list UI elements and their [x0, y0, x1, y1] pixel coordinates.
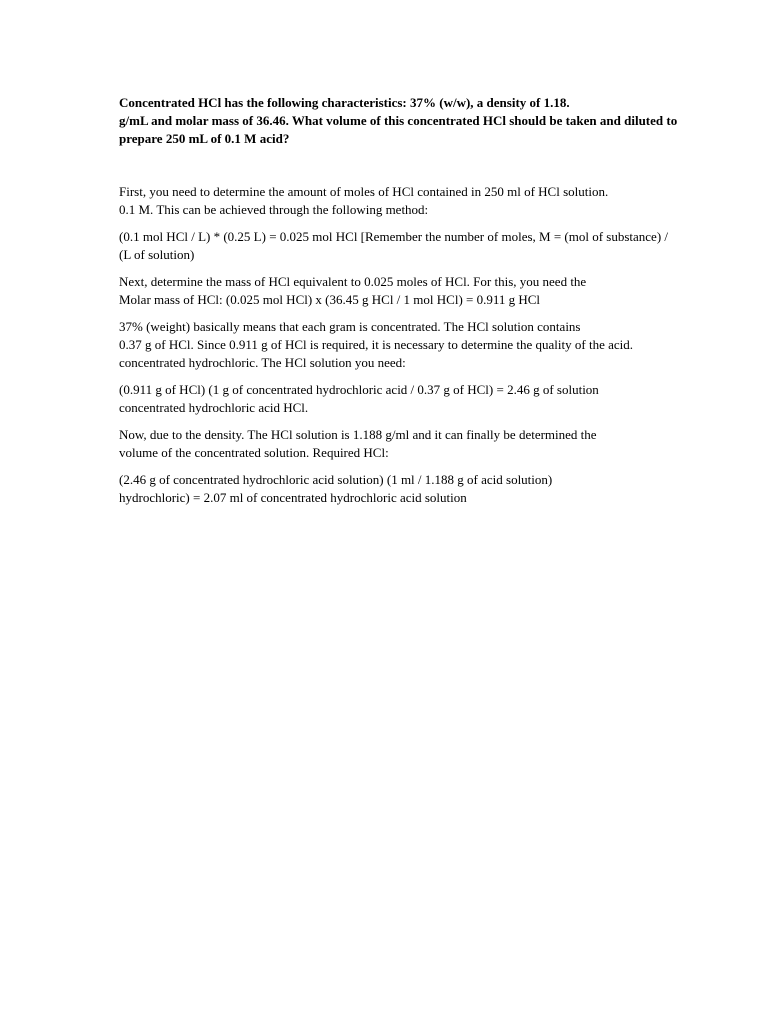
paragraph-line: (L of solution) — [119, 247, 195, 262]
question-line: g/mL and molar mass of 36.46. What volume of this concentrated HCl should be taken and diluted to — [119, 113, 678, 128]
paragraph-volume-result — [119, 471, 719, 507]
paragraph-mass — [119, 273, 719, 309]
paragraph-line: hydrochloric) = 2.07 ml of concentrated hydrochloric acid solution — [119, 490, 467, 505]
document-content — [119, 94, 719, 516]
paragraph-line: First, you need to determine the amount of moles of HCl contained in 250 ml of HCl solution. — [119, 184, 609, 199]
paragraph-line: volume of the concentrated solution. Required HCl: — [119, 445, 389, 460]
paragraph-line: 0.1 M. This can be achieved through the following method: — [119, 202, 429, 217]
paragraph-line: concentrated hydrochloric acid HCl. — [119, 400, 309, 415]
paragraph-line: (0.911 g of HCl) (1 g of concentrated hydrochloric acid / 0.37 g of HCl) = 2.46 g of solution — [119, 382, 599, 397]
paragraph-line: concentrated hydrochloric. The HCl solution you need: — [119, 355, 406, 370]
question-heading — [119, 94, 719, 148]
paragraph-percent — [119, 318, 719, 372]
paragraph-line: Molar mass of HCl: (0.025 mol HCl) x (36.45 g HCl / 1 mol HCl) = 0.911 g HCl — [119, 292, 541, 307]
paragraph-line: 37% (weight) basically means that each gram is concentrated. The HCl solution contains — [119, 319, 581, 334]
paragraph-solution-mass — [119, 381, 719, 417]
paragraph-line: Now, due to the density. The HCl solution is 1.188 g/ml and it can finally be determined the — [119, 427, 597, 442]
question-line: Concentrated HCl has the following characteristics: 37% (w/w), a density of 1.18. — [119, 95, 570, 110]
paragraph-density — [119, 426, 719, 462]
paragraph-moles-calc — [119, 228, 719, 264]
paragraph-line: Next, determine the mass of HCl equivalent to 0.025 moles of HCl. For this, you need the — [119, 274, 587, 289]
paragraph-moles — [119, 183, 719, 219]
answer-body — [119, 183, 719, 507]
paragraph-line: 0.37 g of HCl. Since 0.911 g of HCl is required, it is necessary to determine the quality of the acid. — [119, 337, 633, 352]
paragraph-line: (0.1 mol HCl / L) * (0.25 L) = 0.025 mol HCl [Remember the number of moles, M = (mol of substance) / — [119, 229, 669, 244]
question-line: prepare 250 mL of 0.1 M acid? — [119, 131, 290, 146]
paragraph-line: (2.46 g of concentrated hydrochloric acid solution) (1 ml / 1.188 g of acid solution) — [119, 472, 553, 487]
